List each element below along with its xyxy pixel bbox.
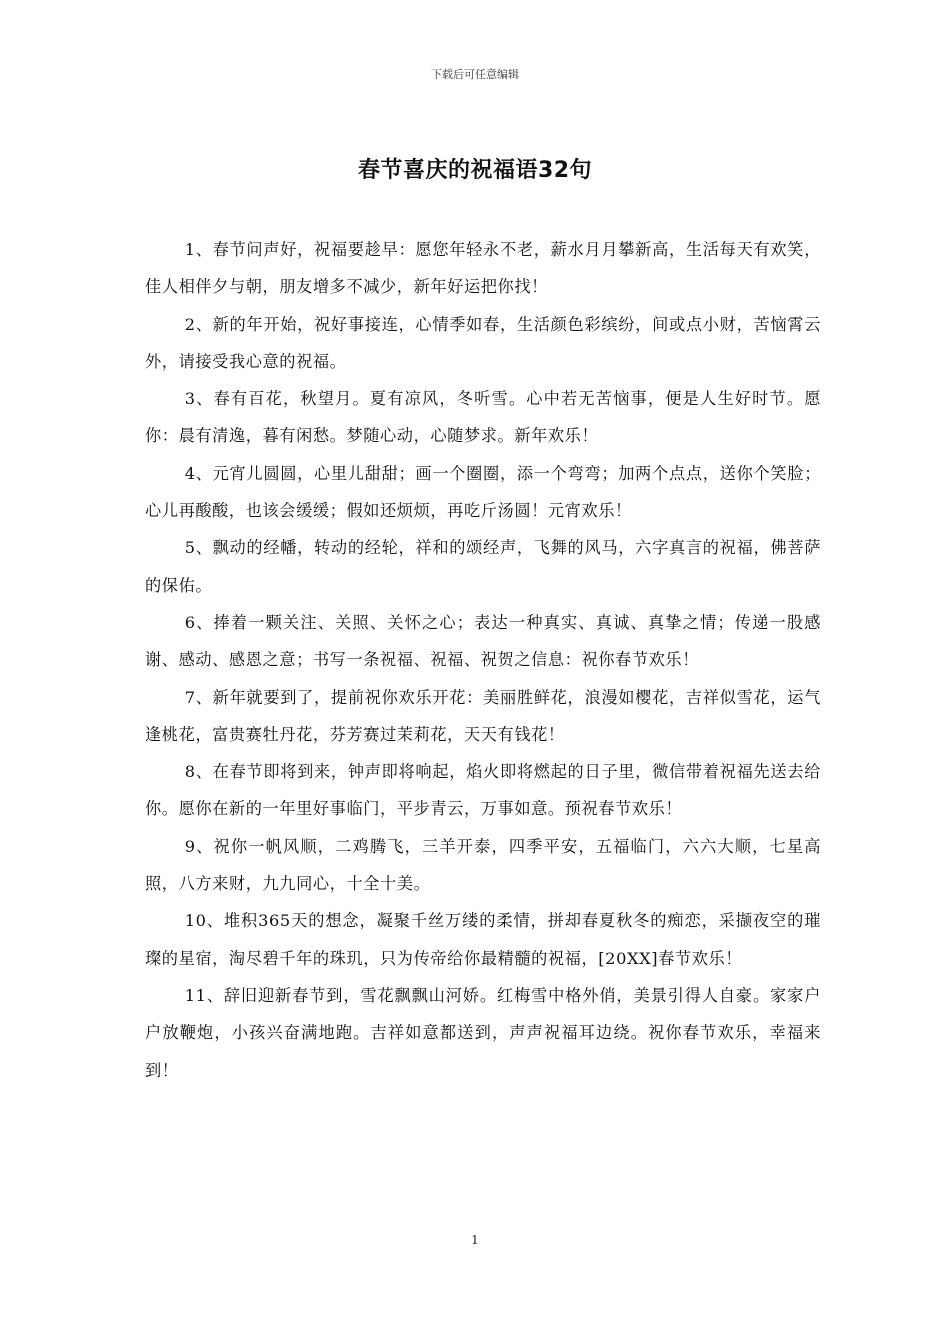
- paragraph-6: 6、捧着一颗关注、关照、关怀之心；表达一种真实、真诚、真挚之情；传递一股感谢、感动、感恩之意；书写一条祝福、祝福、祝贺之信息：祝你春节欢乐！: [145, 612, 821, 670]
- paragraph-5: 5、飘动的经幡，转动的经轮，祥和的颂经声，飞舞的风马，六字真言的祝福，佛菩萨的保佑。: [145, 538, 821, 595]
- paragraph-9: 9、祝你一帆风顺，二鸡腾飞，三羊开泰，四季平安，五福临门，六六大顺，七星高照，八方来财，九九同心，十全十美。: [145, 836, 821, 894]
- paragraph-3: 3、春有百花，秋望月。夏有凉风，冬听雪。心中若无苦恼事，便是人生好时节。愿你：晨有清逸，暮有闲愁。梦随心动，心随梦求。新年欢乐！: [145, 389, 821, 446]
- paragraph-10: 10、堆积365天的想念，凝聚千丝万缕的柔情，拼却春夏秋冬的痴恋，采撷夜空的璀璨的星宿，淘尽碧千年的珠玑，只为传帝给你最精髓的祝福，[20XX]春节欢乐！: [145, 911, 821, 968]
- document-body: [145, 231, 821, 1089]
- paragraph-2: 2、新的年开始，祝好事接连，心情季如春，生活颜色彩缤纷，间或点小财，苦恼霄云外，请接受我心意的祝福。: [145, 314, 821, 371]
- paragraph-4: 4、元宵儿圆圆，心里儿甜甜；画一个圈圈，添一个弯弯；加两个点点，送你个笑脸；心儿再酸酸，也该会缓缓；假如还烦烦，再吃斤汤圆！元宵欢乐！: [145, 463, 821, 521]
- paragraph-7: 7、新年就要到了，提前祝你欢乐开花：美丽胜鲜花，浪漫如樱花，吉祥似雪花，运气逢桃花，富贵赛牡丹花，芬芳赛过茉莉花，天天有钱花！: [145, 687, 821, 744]
- document-title: 春节喜庆的祝福语32句: [357, 158, 593, 183]
- paragraph-1: 1、春节问声好，祝福要趁早：愿您年轻永不老，薪水月月攀新高，生活每天有欢笑，佳人相伴夕与朝，朋友增多不减少，新年好运把你找！: [145, 240, 821, 297]
- paragraph-11: 11、辞旧迎新春节到，雪花飘飘山河娇。红梅雪中格外俏，美景引得人自豪。家家户户放鞭炮，小孩兴奋满地跑。吉祥如意都送到，声声祝福耳边绕。祝你春节欢乐，幸福来到！: [145, 985, 821, 1080]
- paragraph-8: 8、在春节即将到来，钟声即将响起，焰火即将燃起的日子里，微信带着祝福先送去给你。愿你在新的一年里好事临门，平步青云，万事如意。预祝春节欢乐！: [145, 762, 821, 819]
- page-number: 1: [471, 1233, 479, 1247]
- page-header-note: 下载后可任意编辑: [431, 68, 519, 81]
